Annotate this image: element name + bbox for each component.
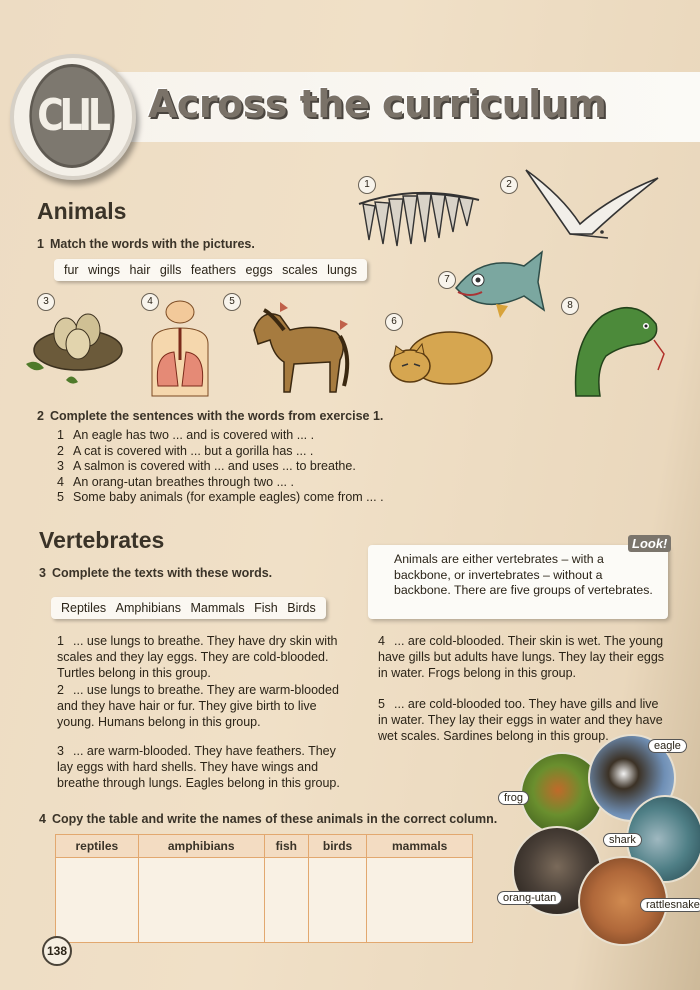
text-1 — [57, 633, 347, 681]
photo-label-orang-utan: orang-utan — [497, 891, 562, 905]
table-header-row — [56, 835, 473, 858]
exercise-2-instruction — [37, 409, 383, 423]
instruction-text: Copy the table and write the names of these animals in the correct column. — [51, 812, 498, 826]
text-number: 5 — [378, 697, 385, 711]
word: Reptiles — [61, 601, 107, 615]
exercise-number: 4 — [39, 812, 46, 826]
photo-label-eagle: eagle — [648, 739, 687, 753]
sentence-number: 1 — [57, 428, 64, 442]
lungs-icon — [146, 300, 216, 398]
word: scales — [282, 263, 318, 277]
exercise-number: 1 — [37, 237, 44, 251]
eagle-icon — [522, 166, 662, 244]
text-body: ... are warm-blooded. They have feathers. They lay eggs with hard shells. They have wings and breathe through lungs. Eagles belong in this group. — [57, 744, 340, 790]
table-cell — [367, 858, 473, 943]
word: feathers — [190, 263, 237, 277]
word: lungs — [327, 263, 357, 277]
word: hair — [129, 263, 151, 277]
picture-number: 6 — [385, 313, 403, 331]
instruction-text: Complete the sentences with the words from exercise 1. — [49, 409, 384, 423]
exercise-4-instruction — [39, 812, 497, 826]
wing-icon — [355, 182, 483, 248]
word: Fish — [254, 601, 278, 615]
egg-nest-icon — [22, 300, 124, 388]
table-cell — [308, 858, 367, 943]
sentence-text: A salmon is covered with ... and uses ... to breathe. — [73, 459, 356, 473]
look-tag: Look! — [628, 535, 671, 552]
instruction-text: Match the words with the pictures. — [49, 237, 255, 251]
word-box-1 — [54, 259, 367, 281]
fish-icon — [452, 244, 546, 320]
sentence-number: 4 — [57, 474, 64, 489]
page-number: 138 — [42, 936, 72, 966]
page-title: Across the curriculum — [148, 82, 607, 126]
text-body: ... use lungs to breathe. They have dry skin with scales and they lay eggs. They are cold-blooded. Turtles belong in this group. — [57, 634, 338, 680]
text-body: ... are cold-blooded too. They have gills and live in water. They lay their eggs in water and they have wet scales. Sardines belong in this group. — [378, 697, 663, 743]
sentence — [57, 490, 384, 506]
sentence-text: Some baby animals (for example eagles) come from ... . — [73, 490, 384, 504]
word: gills — [159, 263, 182, 277]
word-box-3 — [51, 597, 326, 619]
column-header: amphibians — [138, 835, 264, 858]
horse-icon — [244, 300, 354, 396]
text-4 — [378, 633, 668, 681]
sentence — [57, 444, 384, 460]
column-header: reptiles — [56, 835, 139, 858]
column-header: mammals — [367, 835, 473, 858]
exercise-1-instruction — [37, 237, 255, 251]
look-text: Animals are either vertebrates – with a backbone, or invertebrates – without a backbone. There are five groups of vertebrates. — [394, 552, 653, 597]
photo-label-shark: shark — [603, 833, 642, 847]
sentence-number: 3 — [57, 459, 64, 473]
sentence — [57, 459, 384, 475]
instruction-text: Complete the texts with these words. — [51, 566, 273, 580]
text-2 — [57, 682, 347, 730]
sentence — [57, 428, 384, 444]
word: fur — [64, 263, 79, 277]
text-3 — [57, 743, 347, 791]
column-header: fish — [264, 835, 308, 858]
section-title-vertebrates: Vertebrates — [39, 527, 165, 553]
text-body: ... use lungs to breathe. They are warm-blooded and they have hair or fur. They give birth to live young. Humans belong in this group. — [57, 683, 339, 729]
word: wings — [88, 263, 121, 277]
exercise-number: 2 — [37, 409, 44, 423]
exercise-2-sentences — [57, 428, 384, 506]
exercise-number: 3 — [39, 566, 46, 580]
photo-label-rattlesnake: rattlesnake — [640, 898, 700, 912]
text-number: 2 — [57, 683, 64, 697]
word: Amphibians — [115, 601, 181, 615]
section-title-animals: Animals — [37, 198, 127, 224]
picture-number: 8 — [561, 297, 579, 315]
column-header: birds — [308, 835, 367, 858]
word: eggs — [245, 263, 273, 277]
snake-icon — [566, 300, 670, 398]
exercise-3-instruction — [39, 566, 272, 580]
photo-label-frog: frog — [498, 791, 529, 805]
sentence-number: 2 — [57, 443, 64, 458]
clil-badge-text: CLIL — [29, 64, 114, 168]
cat-icon — [384, 318, 496, 390]
sentence-text: An eagle has two ... and is covered with ... . — [73, 428, 315, 442]
sentence-text: A cat is covered with ... but a gorilla has ... . — [73, 443, 314, 458]
table-cell — [264, 858, 308, 943]
sentence — [57, 475, 384, 491]
picture-number: 7 — [438, 271, 456, 289]
picture-number: 4 — [141, 293, 159, 311]
picture-number: 1 — [358, 176, 376, 194]
animal-table — [55, 834, 473, 943]
picture-number: 3 — [37, 293, 55, 311]
text-body: ... are cold-blooded. Their skin is wet. The young have gills but adults have lungs. They lay their eggs in water. Frogs belong in this group. — [378, 634, 665, 680]
table-cell — [138, 858, 264, 943]
picture-number: 5 — [223, 293, 241, 311]
text-number: 4 — [378, 634, 385, 648]
word: Birds — [287, 601, 316, 615]
table-row — [56, 858, 473, 943]
text-number: 3 — [57, 744, 64, 758]
picture-number: 2 — [500, 176, 518, 194]
sentence-number: 5 — [57, 490, 64, 504]
word: Mammals — [190, 601, 245, 615]
text-number: 1 — [57, 634, 64, 648]
sentence-text: An orang-utan breathes through two ... . — [73, 474, 294, 489]
table-cell — [56, 858, 139, 943]
